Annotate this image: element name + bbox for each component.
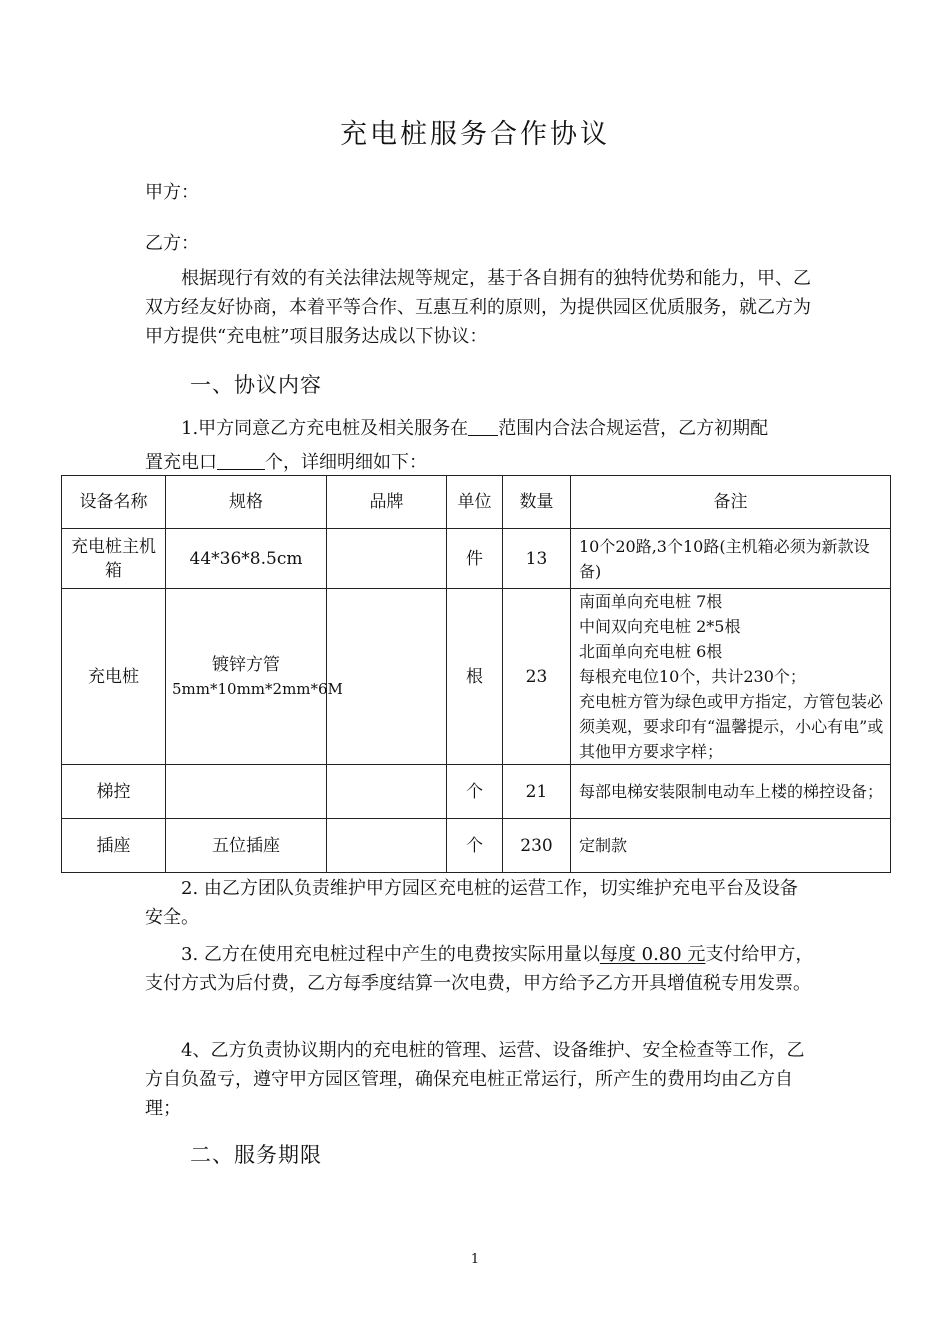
cell-quantity: 13: [503, 529, 571, 589]
cell-remarks: 10个20路,3个10路(主机箱必须为新款设备): [571, 529, 891, 589]
cell-name: 充电桩: [62, 589, 166, 765]
page-number: 1: [470, 1252, 480, 1267]
cell-brand: [327, 529, 447, 589]
section-1-heading: 一、协议内容: [190, 373, 322, 397]
cell-remarks: 定制款: [571, 819, 891, 873]
table-row: [62, 589, 891, 765]
remark-line: 中间双向充电桩 2*5根: [579, 617, 741, 636]
cell-name: 梯控: [62, 765, 166, 819]
equipment-table: [61, 475, 891, 873]
clause-1-line-1: [181, 414, 768, 440]
header-remarks: 备注: [571, 476, 891, 529]
clause-1-text-b: 范围内合法合规运营，乙方初期配: [498, 418, 769, 439]
cell-spec: 五位插座: [166, 819, 327, 873]
clause-4-paragraph: 4、乙方负责协议期内的充电桩的管理、运营、设备维护、安全检查等工作，乙方自负盈亏，遵守甲方园区管理，确保充电桩正常运行，所产生的费用均由乙方自理；: [145, 1040, 805, 1119]
header-equipment-name: 设备名称: [62, 476, 166, 529]
cell-remarks: 每部电梯安装限制电动车上楼的梯控设备；: [571, 765, 891, 819]
table-header-row: [62, 476, 891, 529]
remark-line: 充电桩方管为绿色或甲方指定，方管包装必须美观，要求印有“温馨提示，小心有电”或其他甲方要求字样；: [579, 692, 884, 761]
cell-spec: 44*36*8.5cm: [166, 529, 327, 589]
spec-line-1: 镀锌方管: [212, 654, 280, 675]
remark-line: 北面单向充电桩 6根: [579, 642, 723, 661]
intro-paragraph: 根据现行有效的有关法律法规等规定，基于各自拥有的独特优势和能力，甲、乙双方经友好协商，本着平等合作、互惠互利的原则，为提供园区优质服务，就乙方为甲方提供“充电桩”项目服务达成以下协议：: [145, 268, 811, 347]
cell-remarks: [571, 589, 891, 765]
header-quantity: 数量: [503, 476, 571, 529]
cell-spec: [166, 589, 343, 765]
cell-unit: 件: [447, 529, 503, 589]
cell-quantity: 230: [503, 819, 571, 873]
electricity-rate: 每度 0.80 元: [599, 944, 706, 965]
cell-unit: 个: [447, 819, 503, 873]
cell-quantity: 23: [503, 589, 571, 765]
clause-3-text-b: 支付给甲方，支付方式为后付费，乙方每季度结算一次电费，甲方给予乙方开具增值税专用发票。: [145, 944, 814, 994]
charging-port-count-blank: [217, 451, 265, 470]
clause-1-text-c: 置充电口: [145, 452, 217, 473]
cell-quantity: 21: [503, 765, 571, 819]
table-row: [62, 819, 891, 873]
party-a-label: 甲方：: [145, 182, 199, 203]
section-2-heading: 二、服务期限: [190, 1143, 322, 1167]
header-brand: 品牌: [327, 476, 447, 529]
cell-unit: 个: [447, 765, 503, 819]
clause-1-line-2: [145, 448, 427, 474]
remark-line: 南面单向充电桩 7根: [579, 592, 723, 611]
party-b-label: 乙方：: [145, 233, 199, 254]
table-row: [62, 765, 891, 819]
cell-brand: [327, 589, 447, 765]
remark-line: 每根充电位10个，共计230个；: [579, 667, 806, 686]
cell-name: 充电桩主机箱: [62, 529, 166, 589]
spec-line-2: 5mm*10mm*2mm*6M: [172, 679, 343, 698]
cell-brand: [327, 819, 447, 873]
clause-3-paragraph: [145, 940, 815, 998]
cell-name: 插座: [62, 819, 166, 873]
header-spec: 规格: [166, 476, 327, 529]
clause-1-text-d: 个，详细明细如下：: [265, 452, 427, 473]
clause-2-paragraph: 2. 由乙方团队负责维护甲方园区充电桩的运营工作，切实维护充电平台及设备安全。: [145, 878, 798, 928]
header-unit: 单位: [447, 476, 503, 529]
cell-unit: 根: [447, 589, 503, 765]
table-row: [62, 529, 891, 589]
cell-brand: [327, 765, 447, 819]
clause-1-text-a: 1.甲方同意乙方充电桩及相关服务在: [181, 418, 469, 439]
scope-blank: [468, 417, 498, 436]
cell-spec: [166, 765, 327, 819]
document-title: 充电桩服务合作协议: [340, 119, 610, 150]
clause-3-text-a: 3. 乙方在使用充电桩过程中产生的电费按实际用量以: [181, 944, 600, 965]
